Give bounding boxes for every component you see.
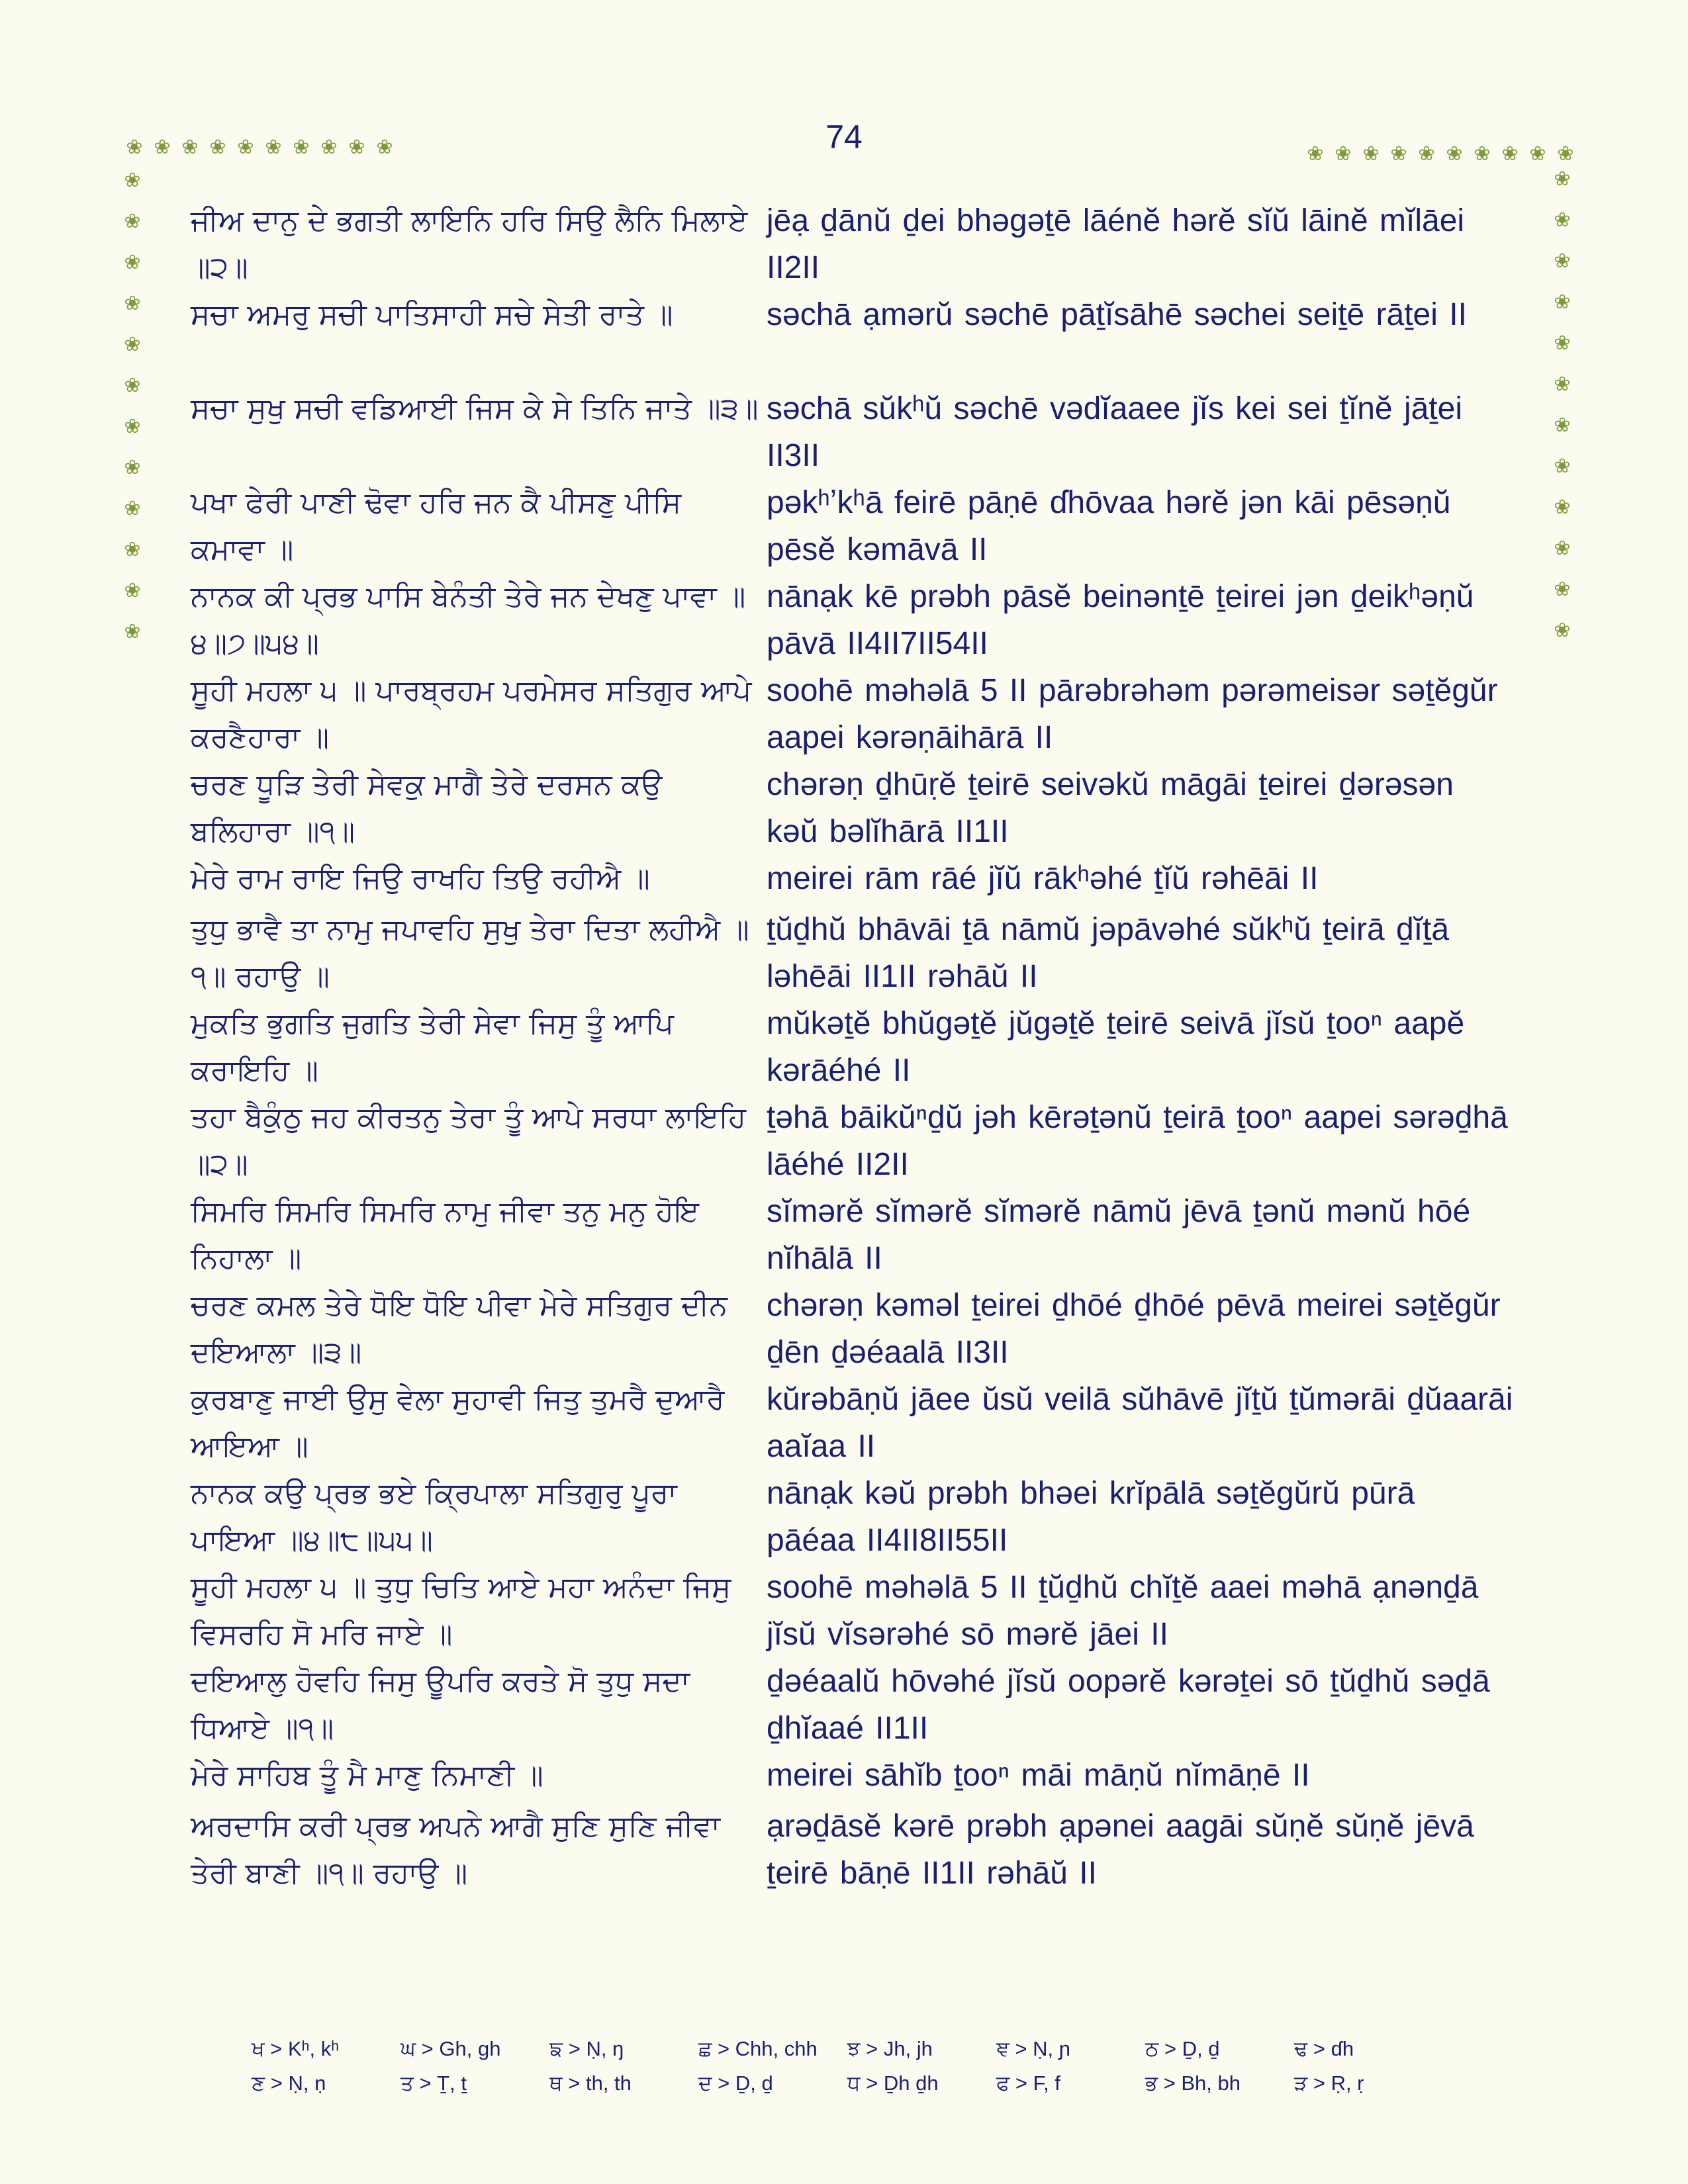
flower-icon: ❀ [1554, 167, 1571, 191]
verse-row [191, 385, 1515, 479]
verse-row [191, 1188, 1515, 1282]
gurmukhi-line: ਸਚਾ ਸੁਖੁ ਸਚੀ ਵਡਿਆਈ ਜਿਸ ਕੇ ਸੇ ਤਿਨਿ ਜਾਤੇ ॥੩॥ [191, 392, 759, 426]
transliteration-line: chərəṇ kəməl ṯeirei ḏhōé ḏhōé pēvā meirei səṯĕgŭr ḏēn ḏəéaalā II3II [767, 1288, 1501, 1370]
verse-row [191, 761, 1515, 855]
verse-row [191, 1470, 1515, 1564]
flower-icon: ❀ [126, 136, 143, 159]
flower-icon: ❀ [124, 497, 141, 520]
flower-icon: ❀ [1335, 142, 1352, 165]
key-item: ਣ > Ṇ, ṇ [252, 2071, 326, 2095]
key-item: ਧ > Ḏh ḏh [847, 2071, 939, 2095]
transliteration-line: kŭrəbāṇŭ jāee ŭsŭ veilā sŭhāvē jĭṯŭ ṯŭmərāi ḏŭaarāi aaĭaa II [767, 1382, 1513, 1464]
transliteration-line: nānạk kē prəbh pāsĕ beinənṯē ṯeirei jən ḏeikʰəṇŭ pāvā II4II7II54II [767, 579, 1474, 661]
flower-icon: ❀ [1554, 373, 1571, 396]
verse-row [191, 906, 1515, 1000]
key-item: ਖ > Kʰ, kʰ [252, 2037, 340, 2060]
transliteration-line: chərəṇ ḏhūṛĕ ṯeirē seivəkŭ māgāi ṯeirei ḏərəsən kəŭ bəlĭhārā II1II [767, 767, 1454, 849]
flower-icon: ❀ [1529, 142, 1546, 165]
flower-icon: ❀ [124, 333, 141, 356]
transliteration-line: ạrəḏāsĕ kərē prəbh ạpənei aagāi sŭṇĕ sŭṇĕ jēvā ṯeirē bāṇē II1II rəhāŭ II [767, 1809, 1474, 1891]
flower-icon: ❀ [1554, 496, 1571, 519]
key-item: ਦ > Ḏ, ḏ [698, 2071, 773, 2095]
flower-icon: ❀ [124, 579, 141, 602]
flower-icon: ❀ [293, 136, 310, 159]
transliteration-line: meirei sāhĭb ṯooⁿ māi māṇŭ nĭmāṇē II [767, 1758, 1310, 1793]
key-item: ਠ > Ḏ, ḏ [1145, 2037, 1220, 2060]
flower-icon: ❀ [1554, 208, 1571, 232]
flower-icon: ❀ [124, 210, 141, 233]
key-item: ੜ > Ṛ, ṛ [1294, 2071, 1364, 2095]
flower-icon: ❀ [1474, 142, 1491, 165]
key-item: ਙ > Ṇ, ŋ [549, 2037, 624, 2060]
key-item: ਝ > Jh, jh [847, 2037, 933, 2060]
transliteration-line: səchā ạmərŭ səchē pāṯĭsāhē səchei seiṯē rāṯei II [767, 297, 1467, 332]
flower-icon: ❀ [124, 620, 141, 643]
gurmukhi-line: ਜੀਅ ਦਾਨੁ ਦੇ ਭਗਤੀ ਲਾਇਨਿ ਹਰਿ ਸਿਉ ਲੈਨਿ ਮਿਲਾਏ ॥੨॥ [191, 204, 757, 285]
verse-row [191, 855, 1515, 906]
flower-icon: ❀ [1554, 455, 1571, 478]
flower-icon: ❀ [1554, 537, 1571, 560]
verse-row [191, 1658, 1515, 1752]
gurmukhi-line: ਪਖਾ ਫੇਰੀ ਪਾਣੀ ਢੋਵਾ ਹਰਿ ਜਨ ਕੈ ਪੀਸਣੁ ਪੀਸਿ ਕਮਾਵਾ ॥ [191, 486, 691, 567]
verse-row [191, 1094, 1515, 1188]
verse-row [191, 1000, 1515, 1094]
gurmukhi-line: ਦਇਆਲੁ ਹੋਵਹਿ ਜਿਸੁ ਊਪਰਿ ਕਰਤੇ ਸੋ ਤੁਧੁ ਸਦਾ ਧਿਆਏ ॥੧॥ [191, 1664, 700, 1745]
transliteration-line: ṯəhā bāikŭⁿḏŭ jəh kērəṯənŭ ṯeirā ṯooⁿ aapei sərəḏhā lāéhé II2II [767, 1100, 1508, 1182]
flower-icon: ❀ [1554, 332, 1571, 355]
key-item: ਥ > th, th [549, 2071, 632, 2095]
verse-row [191, 1752, 1515, 1803]
flower-icon: ❀ [1446, 142, 1463, 165]
verse-row [191, 1376, 1515, 1470]
gurmukhi-line: ਮੇਰੇ ਸਾਹਿਬ ਤੂੰ ਮੈ ਮਾਣੁ ਨਿਮਾਣੀ ॥ [191, 1758, 543, 1792]
flower-icon: ❀ [1390, 142, 1407, 165]
flower-icon: ❀ [1554, 414, 1571, 437]
flower-icon: ❀ [124, 251, 141, 274]
verse-row [191, 573, 1515, 667]
flower-icon: ❀ [124, 538, 141, 561]
transliteration-line: soohē məhəlā 5 II ṯŭḏhŭ chĭṯĕ aaei məhā ạnənḏā jĭsŭ vĭsərəhé sō mərĕ jāei II [767, 1570, 1479, 1652]
flower-icon: ❀ [209, 136, 226, 159]
flower-icon: ❀ [124, 292, 141, 315]
flower-icon: ❀ [320, 136, 338, 159]
gurmukhi-line: ਅਰਦਾਸਿ ਕਰੀ ਪ੍ਰਭ ਅਪਨੇ ਆਗੈ ਸੁਣਿ ਸੁਣਿ ਜੀਵਾ ਤੇਰੀ ਬਾਣੀ ॥੧॥ ਰਹਾਉ ॥ [191, 1809, 729, 1890]
flower-icon: ❀ [1501, 142, 1519, 165]
gurmukhi-line: ਤੁਧੁ ਭਾਵੈ ਤਾ ਨਾਮੁ ਜਪਾਵਹਿ ਸੁਖੁ ਤੇਰਾ ਦਿਤਾ ਲਹੀਐ ॥੧॥ ਰਹਾਉ ॥ [191, 913, 749, 993]
gurmukhi-line: ਸੂਹੀ ਮਹਲਾ ੫ ॥ ਤੁਧੁ ਚਿਤਿ ਆਏ ਮਹਾ ਅਨੰਦਾ ਜਿਸੁ ਵਿਸਰਹਿ ਸੋ ਮਰਿ ਜਾਏ ॥ [191, 1570, 741, 1651]
flower-icon: ❀ [124, 374, 141, 397]
flower-icon: ❀ [124, 169, 141, 192]
gurmukhi-line: ਮੁਕਤਿ ਭੁਗਤਿ ਜੁਗਤਿ ਤੇਰੀ ਸੇਵਾ ਜਿਸੁ ਤੂੰ ਆਪਿ ਕਰਾਇਹਿ ॥ [191, 1007, 683, 1087]
gurmukhi-line: ਸਚਾ ਅਮਰੁ ਸਚੀ ਪਾਤਿਸਾਹੀ ਸਚੇ ਸੇਤੀ ਰਾਤੇ ॥ [191, 298, 673, 332]
flower-icon: ❀ [265, 136, 282, 159]
verse-row [191, 197, 1515, 291]
gurmukhi-line: ਸਿਮਰਿ ਸਿਮਰਿ ਸਿਮਰਿ ਨਾਮੁ ਜੀਵਾ ਤਨੁ ਮਨੁ ਹੋਇ ਨਿਹਾਲਾ ॥ [191, 1195, 709, 1275]
flower-icon: ❀ [1307, 142, 1324, 165]
transliteration-line: ṯŭḏhŭ bhāvāi ṯā nāmŭ jəpāvəhé sŭkʰŭ ṯeirā ḏĭṯā ləhēāi II1II rəhāŭ II [767, 912, 1450, 994]
verse-row [191, 1803, 1515, 1897]
flower-icon: ❀ [181, 136, 199, 159]
flower-icon: ❀ [1557, 142, 1574, 165]
gurmukhi-line: ਤਹਾ ਬੈਕੁੰਠੁ ਜਹ ਕੀਰਤਨੁ ਤੇਰਾ ਤੂੰ ਆਪੇ ਸਰਧਾ ਲਾਇਹਿ ॥੨॥ [191, 1101, 756, 1181]
gurmukhi-line: ਮੇਰੇ ਰਾਮ ਰਾਇ ਜਿਉ ਰਾਖਹਿ ਤਿਉ ਰਹੀਐ ॥ [191, 862, 650, 895]
flower-icon: ❀ [1554, 291, 1571, 314]
verse-row [191, 291, 1515, 385]
key-row [252, 2037, 1443, 2071]
transliteration-key [252, 2037, 1443, 2106]
key-item: ਫ > F, f [996, 2071, 1060, 2095]
flower-icon: ❀ [1554, 250, 1571, 273]
gurmukhi-line: ਸੂਹੀ ਮਹਲਾ ੫ ॥ ਪਾਰਬ੍ਰਹਮ ਪਰਮੇਸਰ ਸਤਿਗੁਰ ਆਪੇ ਕਰਣੈਹਾਰਾ ॥ [191, 674, 761, 754]
gurmukhi-line: ਚਰਣ ਧੂੜਿ ਤੇਰੀ ਸੇਵਕੁ ਮਾਗੈ ਤੇਰੇ ਦਰਸਨ ਕਉ ਬਲਿਹਾਰਾ ॥੧॥ [191, 768, 672, 848]
flower-icon: ❀ [1554, 619, 1571, 642]
flower-icon: ❀ [376, 136, 393, 159]
transliteration-line: mŭkəṯĕ bhŭgəṯĕ jŭgəṯĕ ṯeirē seivā jĭsŭ ṯooⁿ aapĕ kərāéhé II [767, 1006, 1465, 1088]
key-row [252, 2071, 1443, 2106]
flower-icon: ❀ [124, 456, 141, 479]
key-item: ਛ > Chh, chh [698, 2037, 818, 2060]
gurmukhi-line: ਨਾਨਕ ਕੀ ਪ੍ਰਭ ਪਾਸਿ ਬੇਨੰਤੀ ਤੇਰੇ ਜਨ ਦੇਖਣੁ ਪਾਵਾ ॥੪॥੭॥੫੪॥ [191, 580, 746, 660]
transliteration-line: sĭmərĕ sĭmərĕ sĭmərĕ nāmŭ jēvā ṯənŭ mənŭ hōé nĭhālā II [767, 1194, 1471, 1276]
flower-icon: ❀ [154, 136, 171, 159]
flower-icon: ❀ [237, 136, 254, 159]
transliteration-line: meirei rām rāé jĭŭ rākʰəhé ṯĭŭ rəhēāi II [767, 861, 1319, 896]
transliteration-line: pəkʰʼkʰā feirē pāṇē ɗhōvaa hərĕ jən kāi pēsəṇŭ pēsĕ kəmāvā II [767, 485, 1451, 567]
gurmukhi-line: ਕੁਰਬਾਣੁ ਜਾਈ ਉਸੁ ਵੇਲਾ ਸੁਹਾਵੀ ਜਿਤੁ ਤੁਮਰੈ ਦੁਆਰੈ ਆਇਆ ॥ [191, 1383, 734, 1463]
flower-icon: ❀ [124, 415, 141, 438]
transliteration-line: səchā sŭkʰŭ səchē vədĭaaee jĭs kei sei ṯĭnĕ jāṯei II3II [767, 391, 1462, 473]
gurmukhi-line: ਨਾਨਕ ਕਉ ਪ੍ਰਭ ਭਏ ਕ੍ਰਿਪਾਲਾ ਸਤਿਗੁਰੁ ਪੂਰਾ ਪਾਇਆ ॥੪॥੮॥੫੫॥ [191, 1477, 686, 1557]
verse-row [191, 667, 1515, 761]
key-item: ਘ > Gh, gh [400, 2037, 501, 2060]
transliteration-line: jēạ ḏānŭ ḏei bhəgəṯē lāénĕ hərĕ sĭŭ lāinĕ mĭlāei II2II [767, 203, 1465, 285]
key-item: ਭ > Bh, bh [1145, 2071, 1241, 2095]
key-item: ਢ > ɗh [1294, 2037, 1354, 2060]
key-item: ਤ > Ṯ, ṯ [400, 2071, 467, 2095]
verse-list [191, 197, 1515, 1897]
verse-row [191, 1282, 1515, 1376]
verse-row [191, 1564, 1515, 1658]
transliteration-line: nānạk kəŭ prəbh bhəei krĭpālā səṯĕgŭrŭ pūrā pāéaa II4II8II55II [767, 1476, 1415, 1558]
flower-icon: ❀ [1362, 142, 1380, 165]
transliteration-line: soohē məhəlā 5 II pārəbrəhəm pərəmeisər səṯĕgŭr aapei kərəṇāihārā II [767, 673, 1498, 755]
transliteration-line: ḏəéaalŭ hōvəhé jĭsŭ oopərĕ kərəṯei sō ṯŭḏhŭ səḏā ḏhĭaaé II1II [767, 1664, 1490, 1746]
page-number: 74 [825, 118, 863, 156]
key-item: ਞ > Ṇ, ɲ [996, 2037, 1070, 2060]
flower-icon: ❀ [348, 136, 365, 159]
flower-icon: ❀ [1554, 578, 1571, 601]
flower-icon: ❀ [1418, 142, 1435, 165]
verse-row [191, 479, 1515, 573]
gurmukhi-line: ਚਰਣ ਕਮਲ ਤੇਰੇ ਧੋਇ ਧੋਇ ਪੀਵਾ ਮੇਰੇ ਸਤਿਗੁਰ ਦੀਨ ਦਇਆਲਾ ॥੩॥ [191, 1289, 737, 1369]
